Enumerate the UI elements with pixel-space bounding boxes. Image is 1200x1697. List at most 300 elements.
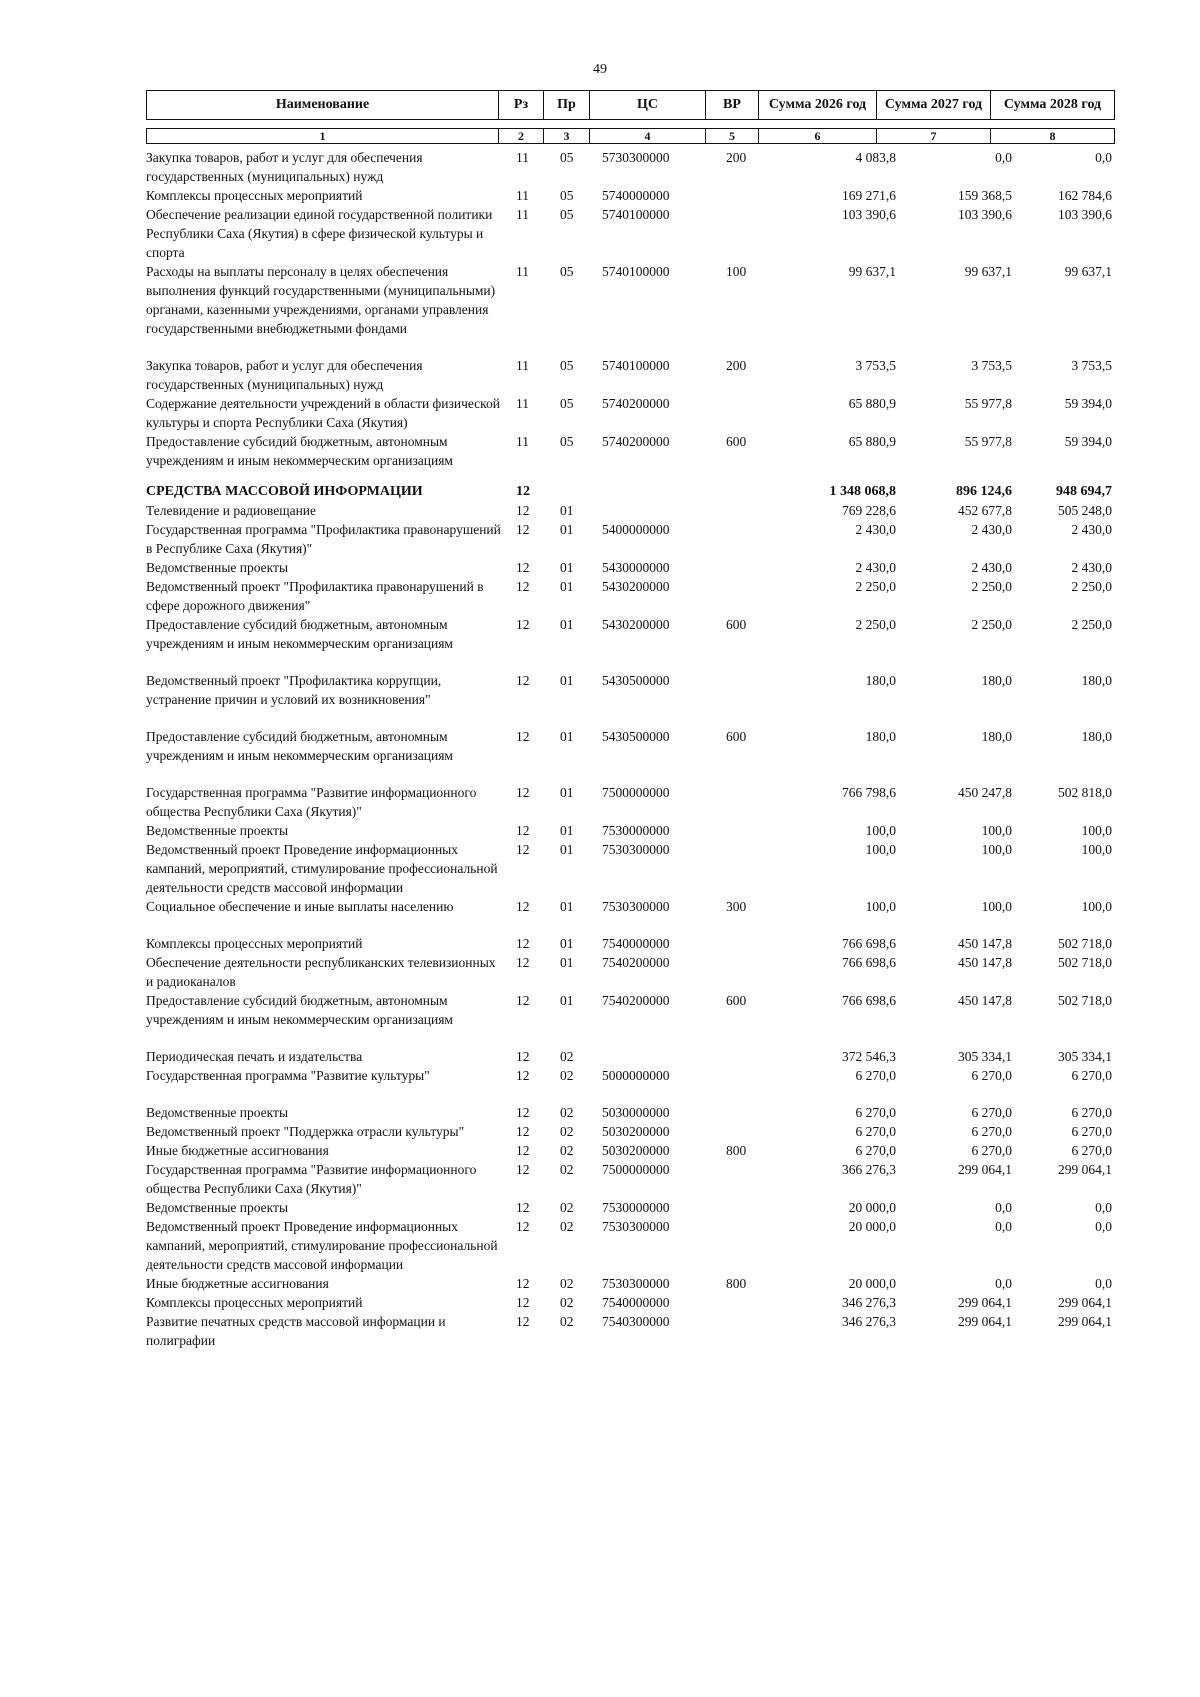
row-vr	[722, 783, 778, 821]
row-sum-2027: 0,0	[995, 1276, 1012, 1291]
row-sum-2026: 1 348 068,8	[829, 484, 896, 499]
table-row	[146, 356, 1114, 394]
column-header-vr: ВР	[706, 91, 759, 120]
row-name: Государственная программа "Развитие информационного общества Республики Саха (Якутия)"	[146, 1162, 477, 1196]
row-name: Иные бюджетные ассигнования	[146, 1276, 329, 1291]
row-rz: 12	[516, 1105, 530, 1120]
row-cs: 7540200000	[602, 955, 670, 970]
row-cs: 5030200000	[602, 1124, 670, 1139]
row-sum-2027: 450 247,8	[958, 785, 1012, 800]
row-sum-2028: 0,0	[1095, 1219, 1112, 1234]
row-pr: 02	[560, 1276, 574, 1291]
row-vr	[722, 1217, 778, 1274]
row-sum-2026: 3 753,5	[855, 358, 896, 373]
row-sum-2028: 59 394,0	[1064, 434, 1112, 449]
row-name: Закупка товаров, работ и услуг для обеспечения государственных (муниципальных) нужд	[146, 150, 423, 184]
row-rz: 12	[516, 522, 530, 537]
table-row	[146, 262, 1114, 338]
row-vr	[722, 520, 778, 558]
row-rz: 12	[516, 1219, 530, 1234]
row-pr: 05	[560, 358, 574, 373]
row-sum-2027: 299 064,1	[958, 1295, 1012, 1310]
row-pr: 01	[560, 673, 574, 688]
row-sum-2028: 162 784,6	[1058, 188, 1112, 203]
column-header-cs: ЦС	[590, 91, 706, 120]
row-sum-2028: 6 270,0	[1071, 1143, 1112, 1158]
row-name: Ведомственный проект Проведение информационных кампаний, мероприятий, стимулирование профессиональной деятельности средств массовой информации	[146, 842, 498, 895]
row-pr: 02	[560, 1200, 574, 1215]
row-sum-2028: 100,0	[1081, 842, 1112, 857]
row-vr	[722, 953, 778, 991]
row-cs: 5740100000	[602, 207, 670, 222]
row-name: СРЕДСТВА МАССОВОЙ ИНФОРМАЦИИ	[146, 484, 423, 499]
row-rz: 11	[516, 207, 529, 222]
row-cs: 7530300000	[602, 842, 670, 857]
row-pr: 05	[560, 150, 574, 165]
row-sum-2028: 299 064,1	[1058, 1314, 1112, 1329]
row-name: Закупка товаров, работ и услуг для обеспечения государственных (муниципальных) нужд	[146, 358, 423, 392]
row-sum-2026: 2 430,0	[855, 560, 896, 575]
column-number-3: 3	[544, 129, 590, 144]
row-name: Предоставление субсидий бюджетным, автономным учреждениям и иным некоммерческим организациям	[146, 729, 453, 763]
row-sum-2027: 103 390,6	[958, 207, 1012, 222]
row-name: Ведомственный проект "Поддержка отрасли культуры"	[146, 1124, 465, 1139]
row-sum-2028: 502 718,0	[1058, 955, 1112, 970]
row-name: Расходы на выплаты персоналу в целях обеспечения выполнения функций государственными (муниципальными) органами, казенными учреждениями, органами управления государственными внебюджетными фондами	[146, 264, 496, 336]
row-pr: 02	[560, 1068, 574, 1083]
row-sum-2026: 766 698,6	[842, 936, 896, 951]
table-row	[146, 1198, 1114, 1217]
column-number-4: 4	[590, 129, 706, 144]
row-name: Обеспечение деятельности республиканских телевизионных и радиоканалов	[146, 955, 496, 989]
row-pr: 01	[560, 729, 574, 744]
row-sum-2026: 6 270,0	[855, 1143, 896, 1158]
row-vr	[722, 1047, 778, 1066]
row-rz: 12	[516, 1200, 530, 1215]
row-sum-2026: 346 276,3	[842, 1314, 896, 1329]
row-sum-2028: 505 248,0	[1058, 503, 1112, 518]
row-name: Содержание деятельности учреждений в области физической культуры и спорта Республики Саха (Якутия)	[146, 396, 501, 430]
row-sum-2028: 59 394,0	[1064, 396, 1112, 411]
row-cs: 7500000000	[602, 785, 670, 800]
row-pr: 01	[560, 579, 574, 594]
row-sum-2027: 6 270,0	[971, 1124, 1012, 1139]
table-row	[146, 991, 1114, 1029]
table-row	[146, 501, 1114, 520]
row-sum-2028: 6 270,0	[1071, 1105, 1112, 1120]
row-sum-2027: 299 064,1	[958, 1314, 1012, 1329]
row-pr: 02	[560, 1295, 574, 1310]
row-vr: 800	[726, 1143, 747, 1158]
row-rz: 12	[516, 823, 530, 838]
row-cs: 7530000000	[602, 823, 670, 838]
row-sum-2028: 502 718,0	[1058, 936, 1112, 951]
table-body	[146, 148, 1114, 1350]
row-rz: 12	[516, 785, 530, 800]
row-cs: 5740200000	[602, 396, 670, 411]
row-cs: 5740200000	[602, 434, 670, 449]
row-vr	[722, 1066, 778, 1085]
row-sum-2028: 3 753,5	[1071, 358, 1112, 373]
row-rz: 12	[516, 1068, 530, 1083]
row-sum-2026: 100,0	[865, 842, 896, 857]
row-cs: 5740100000	[602, 264, 670, 279]
row-spacer	[146, 1085, 1114, 1103]
row-sum-2026: 766 698,6	[842, 955, 896, 970]
row-rz: 11	[516, 396, 529, 411]
row-pr: 01	[560, 617, 574, 632]
row-sum-2028: 299 064,1	[1058, 1162, 1112, 1177]
row-rz: 12	[516, 842, 530, 857]
row-sum-2026: 2 250,0	[855, 617, 896, 632]
table-row	[146, 840, 1114, 897]
row-name: Комплексы процессных мероприятий	[146, 936, 363, 951]
row-sum-2026: 99 637,1	[848, 264, 896, 279]
row-name: Обеспечение реализации единой государственной политики Республики Саха (Якутия) в сфере физической культуры и спорта	[146, 207, 493, 260]
table-row	[146, 432, 1114, 470]
row-sum-2027: 6 270,0	[971, 1143, 1012, 1158]
row-sum-2027: 55 977,8	[964, 396, 1012, 411]
row-sum-2026: 4 083,8	[855, 150, 896, 165]
budget-table	[146, 148, 1114, 1350]
row-cs: 7540300000	[602, 1314, 670, 1329]
row-name: Ведомственный проект "Профилактика правонарушений в сфере дорожного движения"	[146, 579, 484, 613]
row-spacer	[146, 1029, 1114, 1047]
row-cs: 5740100000	[602, 358, 670, 373]
row-sum-2028: 2 430,0	[1071, 560, 1112, 575]
row-name: Государственная программа "Развитие культуры"	[146, 1068, 430, 1083]
row-pr: 05	[560, 207, 574, 222]
row-vr	[722, 577, 778, 615]
row-sum-2028: 0,0	[1095, 1276, 1112, 1291]
row-spacer	[146, 765, 1114, 783]
row-rz: 11	[516, 434, 529, 449]
table-row	[146, 783, 1114, 821]
row-name: Предоставление субсидий бюджетным, автономным учреждениям и иным некоммерческим организациям	[146, 434, 453, 468]
row-rz: 11	[516, 188, 529, 203]
table-row	[146, 1293, 1114, 1312]
row-sum-2026: 2 430,0	[855, 522, 896, 537]
row-pr: 02	[560, 1143, 574, 1158]
row-vr: 100	[726, 264, 747, 279]
row-name: Периодическая печать и издательства	[146, 1049, 363, 1064]
row-sum-2028: 2 250,0	[1071, 617, 1112, 632]
row-sum-2027: 450 147,8	[958, 993, 1012, 1008]
column-header-sum-2028: Сумма 2028 год	[991, 91, 1115, 120]
row-sum-2026: 2 250,0	[855, 579, 896, 594]
row-name: Развитие печатных средств массовой информации и полиграфии	[146, 1314, 446, 1348]
row-vr	[722, 671, 778, 709]
section-row	[146, 470, 1114, 501]
row-name: Комплексы процессных мероприятий	[146, 188, 363, 203]
row-sum-2027: 100,0	[981, 842, 1012, 857]
row-cs: 7530000000	[602, 1200, 670, 1215]
row-pr: 02	[560, 1105, 574, 1120]
row-sum-2027: 99 637,1	[964, 264, 1012, 279]
row-name: Ведомственные проекты	[146, 1105, 289, 1120]
table-row	[146, 671, 1114, 709]
row-sum-2026: 180,0	[865, 729, 896, 744]
row-rz: 12	[516, 617, 530, 632]
row-cs: 5430200000	[602, 579, 670, 594]
row-pr: 01	[560, 785, 574, 800]
row-name: Ведомственный проект Проведение информационных кампаний, мероприятий, стимулирование профессиональной деятельности средств массовой информации	[146, 1219, 498, 1272]
row-vr: 200	[726, 150, 747, 165]
row-vr	[722, 1103, 778, 1122]
row-spacer	[146, 709, 1114, 727]
row-sum-2026: 6 270,0	[855, 1124, 896, 1139]
table-row	[146, 727, 1114, 765]
row-rz: 12	[516, 673, 530, 688]
row-sum-2026: 103 390,6	[842, 207, 896, 222]
row-cs	[598, 470, 722, 501]
row-sum-2028: 100,0	[1081, 899, 1112, 914]
row-pr: 01	[560, 823, 574, 838]
row-spacer	[146, 916, 1114, 934]
row-pr: 02	[560, 1162, 574, 1177]
row-rz: 11	[516, 358, 529, 373]
table-row	[146, 558, 1114, 577]
row-sum-2028: 6 270,0	[1071, 1068, 1112, 1083]
row-spacer	[146, 653, 1114, 671]
row-vr: 200	[726, 358, 747, 373]
row-rz: 12	[516, 579, 530, 594]
row-name: Иные бюджетные ассигнования	[146, 1143, 329, 1158]
row-pr: 02	[560, 1049, 574, 1064]
table-row	[146, 1122, 1114, 1141]
row-sum-2026: 100,0	[865, 823, 896, 838]
row-name: Ведомственные проекты	[146, 560, 289, 575]
row-pr: 01	[560, 993, 574, 1008]
row-sum-2026: 346 276,3	[842, 1295, 896, 1310]
row-rz: 12	[516, 560, 530, 575]
table-row	[146, 1160, 1114, 1198]
row-vr	[722, 934, 778, 953]
row-sum-2027: 2 250,0	[971, 617, 1012, 632]
table-row	[146, 186, 1114, 205]
row-rz: 12	[516, 503, 530, 518]
row-cs: 7540000000	[602, 936, 670, 951]
row-sum-2027: 3 753,5	[971, 358, 1012, 373]
row-cs: 5030000000	[602, 1105, 670, 1120]
row-cs: 5000000000	[602, 1068, 670, 1083]
row-pr: 02	[560, 1219, 574, 1234]
row-sum-2028: 2 430,0	[1071, 522, 1112, 537]
row-vr	[722, 558, 778, 577]
row-pr	[556, 470, 598, 501]
row-cs: 7540200000	[602, 993, 670, 1008]
column-number-6: 6	[759, 129, 877, 144]
row-sum-2026: 372 546,3	[842, 1049, 896, 1064]
row-rz: 11	[516, 150, 529, 165]
row-pr: 01	[560, 955, 574, 970]
row-rz: 12	[516, 955, 530, 970]
row-name: Государственная программа "Развитие информационного общества Республики Саха (Якутия)"	[146, 785, 477, 819]
table-row	[146, 148, 1114, 186]
row-name: Телевидение и радиовещание	[146, 503, 317, 518]
row-sum-2026: 766 698,6	[842, 993, 896, 1008]
row-sum-2027: 100,0	[981, 823, 1012, 838]
table-row	[146, 1217, 1114, 1274]
row-cs: 5400000000	[602, 522, 670, 537]
row-vr: 600	[726, 993, 747, 1008]
row-sum-2026: 65 880,9	[848, 396, 896, 411]
row-sum-2027: 450 147,8	[958, 955, 1012, 970]
row-rz: 12	[516, 1162, 530, 1177]
row-sum-2026: 766 798,6	[842, 785, 896, 800]
row-cs	[598, 501, 722, 520]
row-pr: 01	[560, 503, 574, 518]
row-sum-2027: 55 977,8	[964, 434, 1012, 449]
row-pr: 05	[560, 434, 574, 449]
page-number: 49	[593, 62, 607, 77]
row-sum-2026: 169 271,6	[842, 188, 896, 203]
column-header-sum-2027: Сумма 2027 год	[877, 91, 991, 120]
row-sum-2027: 2 430,0	[971, 560, 1012, 575]
column-number-2: 2	[499, 129, 544, 144]
table-row	[146, 1103, 1114, 1122]
row-sum-2028: 180,0	[1081, 729, 1112, 744]
table-row	[146, 953, 1114, 991]
row-cs: 5430500000	[602, 673, 670, 688]
column-number-8: 8	[991, 129, 1115, 144]
row-cs: 5730300000	[602, 150, 670, 165]
row-sum-2026: 180,0	[865, 673, 896, 688]
row-sum-2028: 6 270,0	[1071, 1124, 1112, 1139]
row-sum-2027: 6 270,0	[971, 1105, 1012, 1120]
column-number-5: 5	[706, 129, 759, 144]
table-row	[146, 1274, 1114, 1293]
column-header-rz: Рз	[499, 91, 544, 120]
row-pr: 05	[560, 188, 574, 203]
row-rz: 12	[516, 1276, 530, 1291]
row-sum-2027: 0,0	[995, 1219, 1012, 1234]
row-vr: 600	[726, 617, 747, 632]
row-name: Социальное обеспечение и иные выплаты населению	[146, 899, 454, 914]
row-rz: 12	[516, 1124, 530, 1139]
row-cs: 5430000000	[602, 560, 670, 575]
row-sum-2026: 20 000,0	[848, 1219, 896, 1234]
row-name: Ведомственные проекты	[146, 823, 289, 838]
row-cs: 7530300000	[602, 1276, 670, 1291]
row-vr	[722, 1198, 778, 1217]
row-pr: 01	[560, 560, 574, 575]
row-name: Предоставление субсидий бюджетным, автономным учреждениям и иным некоммерческим организациям	[146, 617, 453, 651]
row-vr: 600	[726, 729, 747, 744]
column-number-1: 1	[147, 129, 499, 144]
row-rz: 12	[516, 899, 530, 914]
row-sum-2028: 180,0	[1081, 673, 1112, 688]
row-sum-2028: 2 250,0	[1071, 579, 1112, 594]
table-header	[146, 90, 1115, 144]
row-sum-2026: 100,0	[865, 899, 896, 914]
row-rz: 12	[516, 993, 530, 1008]
row-rz: 12	[516, 1143, 530, 1158]
row-cs: 7500000000	[602, 1162, 670, 1177]
row-sum-2027: 452 677,8	[958, 503, 1012, 518]
row-pr: 01	[560, 936, 574, 951]
table-row	[146, 577, 1114, 615]
row-cs: 5030200000	[602, 1143, 670, 1158]
row-vr	[722, 470, 778, 501]
column-header-pr: Пр	[544, 91, 590, 120]
row-name: Комплексы процессных мероприятий	[146, 1295, 363, 1310]
row-vr	[722, 1312, 778, 1350]
row-rz: 12	[516, 936, 530, 951]
row-name: Государственная программа "Профилактика правонарушений в Республике Саха (Якутия)"	[146, 522, 501, 556]
row-rz: 12	[516, 729, 530, 744]
table-row	[146, 520, 1114, 558]
row-vr	[722, 205, 778, 262]
row-cs: 7530300000	[602, 1219, 670, 1234]
row-vr: 600	[726, 434, 747, 449]
table-row	[146, 615, 1114, 653]
row-rz: 12	[516, 484, 530, 499]
row-sum-2028: 103 390,6	[1058, 207, 1112, 222]
row-name: Ведомственный проект "Профилактика коррупции, устранение причин и условий их возникновения"	[146, 673, 442, 707]
row-sum-2028: 502 718,0	[1058, 993, 1112, 1008]
row-cs: 5430200000	[602, 617, 670, 632]
row-pr: 05	[560, 264, 574, 279]
table-row	[146, 934, 1114, 953]
row-sum-2027: 0,0	[995, 1200, 1012, 1215]
row-vr	[722, 501, 778, 520]
row-sum-2027: 896 124,6	[956, 484, 1012, 499]
row-pr: 02	[560, 1124, 574, 1139]
row-sum-2027: 299 064,1	[958, 1162, 1012, 1177]
row-sum-2026: 769 228,6	[842, 503, 896, 518]
row-rz: 12	[516, 1049, 530, 1064]
row-sum-2027: 305 334,1	[958, 1049, 1012, 1064]
row-vr	[722, 1122, 778, 1141]
row-vr: 300	[726, 899, 747, 914]
row-sum-2028: 0,0	[1095, 1200, 1112, 1215]
table-row	[146, 821, 1114, 840]
row-sum-2028: 502 818,0	[1058, 785, 1112, 800]
row-sum-2026: 20 000,0	[848, 1276, 896, 1291]
row-cs: 7530300000	[602, 899, 670, 914]
row-vr	[722, 840, 778, 897]
row-pr: 02	[560, 1314, 574, 1329]
table-row	[146, 897, 1114, 916]
table-row	[146, 205, 1114, 262]
row-sum-2028: 948 694,7	[1056, 484, 1112, 499]
row-vr	[722, 186, 778, 205]
row-cs: 7540000000	[602, 1295, 670, 1310]
row-sum-2027: 159 368,5	[958, 188, 1012, 203]
row-rz: 12	[516, 1314, 530, 1329]
column-header-sum-2026: Сумма 2026 год	[759, 91, 877, 120]
column-number-7: 7	[877, 129, 991, 144]
row-sum-2027: 2 250,0	[971, 579, 1012, 594]
row-sum-2028: 100,0	[1081, 823, 1112, 838]
row-pr: 01	[560, 842, 574, 857]
row-sum-2027: 180,0	[981, 729, 1012, 744]
row-sum-2027: 0,0	[995, 150, 1012, 165]
row-vr	[722, 1293, 778, 1312]
row-sum-2027: 100,0	[981, 899, 1012, 914]
table-row	[146, 1066, 1114, 1085]
row-sum-2027: 450 147,8	[958, 936, 1012, 951]
row-name: Предоставление субсидий бюджетным, автономным учреждениям и иным некоммерческим организациям	[146, 993, 453, 1027]
table-row	[146, 1312, 1114, 1350]
row-sum-2028: 299 064,1	[1058, 1295, 1112, 1310]
column-header-name: Наименование	[147, 91, 499, 120]
row-spacer	[146, 338, 1114, 356]
table-row	[146, 1141, 1114, 1160]
row-sum-2026: 6 270,0	[855, 1068, 896, 1083]
row-sum-2028: 305 334,1	[1058, 1049, 1112, 1064]
